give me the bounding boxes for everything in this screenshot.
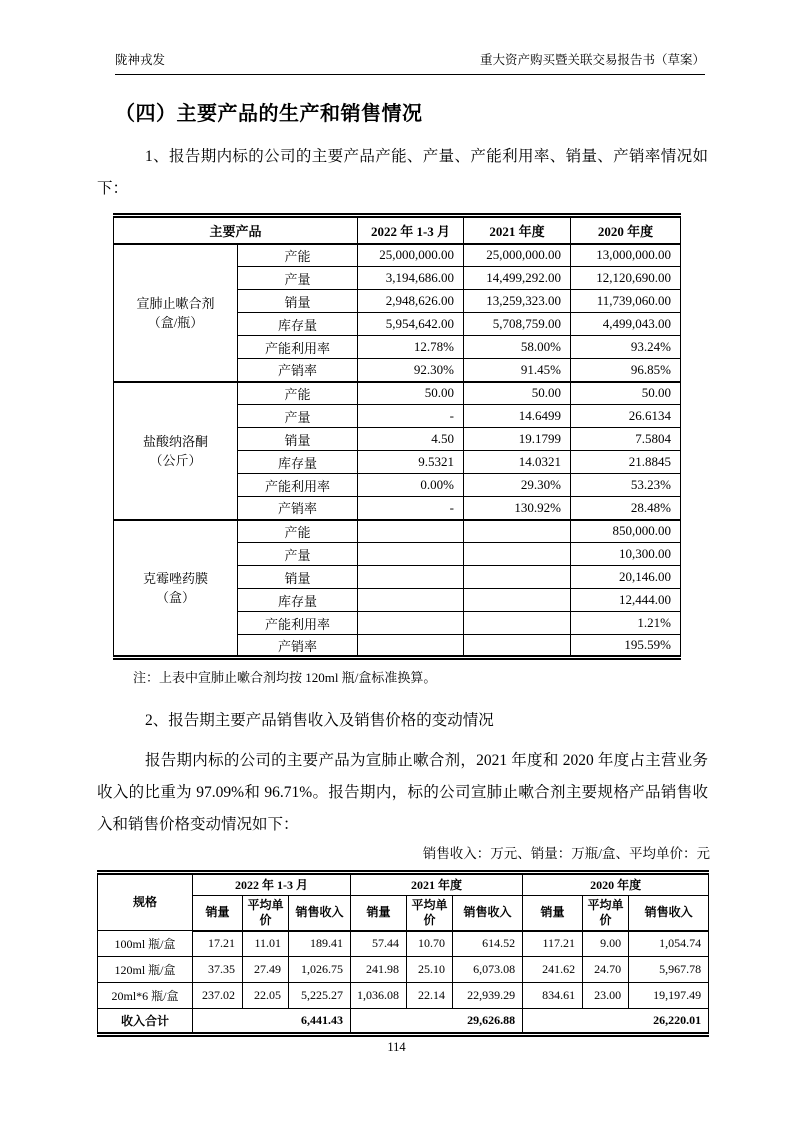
cell-value: 241.62 [523,957,583,983]
metric-label: 产量 [238,405,358,428]
cell-value [464,520,571,543]
sub-header-volume: 销量 [193,896,243,931]
metric-label: 库存量 [238,313,358,336]
cell-value: 1,054.74 [629,931,709,957]
cell-value: 5,967.78 [629,957,709,983]
section-title: （四）主要产品的生产和销售情况 [115,103,423,125]
production-capacity-table [113,213,681,660]
cell-value: 22.05 [243,983,289,1009]
cell-value: 6,073.08 [453,957,523,983]
cell-value: 14.0321 [464,451,571,474]
cell-value: 58.00% [464,336,571,359]
cell-value [464,635,571,658]
cell-value: 25,000,000.00 [358,244,464,267]
cell-value: 117.21 [523,931,583,957]
total-2022: 6,441.43 [193,1009,351,1035]
cell-value: 10.70 [407,931,453,957]
cell-value: 4.50 [358,428,464,451]
metric-label: 产能 [238,520,358,543]
metric-label: 产能 [238,382,358,405]
table-row [114,520,681,543]
cell-value: 10,300.00 [571,543,681,566]
cell-value: 850,000.00 [571,520,681,543]
metric-label: 销量 [238,566,358,589]
sub-header-revenue: 销售收入 [289,896,351,931]
cell-value [464,612,571,635]
metric-label: 库存量 [238,589,358,612]
sub-header-avg-price: 平均单价 [243,896,289,931]
cell-value: 1,036.08 [351,983,407,1009]
cell-value: 12,444.00 [571,589,681,612]
paragraph-2-heading: 2、报告期主要产品销售收入及销售价格的变动情况 [145,712,494,729]
cell-value: 37.35 [193,957,243,983]
table2-header-spec: 规格 [98,873,193,931]
product-name: 克霉唑药膜 [142,570,208,586]
table-row [98,957,709,983]
table1-header-product: 主要产品 [114,216,358,244]
product-unit: （盒） [155,589,195,605]
product-cell-xuanfei [114,244,238,382]
cell-value: 14.6499 [464,405,571,428]
cell-value: 9.5321 [358,451,464,474]
total-2021: 29,626.88 [351,1009,523,1035]
cell-value [358,589,464,612]
spec-label: 100ml 瓶/盒 [98,931,193,957]
cell-value: 19,197.49 [629,983,709,1009]
cell-value: 3,194,686.00 [358,267,464,290]
cell-value: 23.00 [583,983,629,1009]
metric-label: 产能利用率 [238,612,358,635]
table2-units-note: 销售收入：万元、销量：万瓶/盒、平均单价：元 [422,846,710,861]
product-cell-naloxone [114,382,238,520]
metric-label: 产销率 [238,635,358,658]
sub-header-avg-price: 平均单价 [407,896,453,931]
table2-header-2021: 2021 年度 [351,873,523,896]
cell-value: 29.30% [464,474,571,497]
header-right-text: 重大资产购买暨关联交易报告书（草案） [479,53,705,67]
metric-label: 产销率 [238,497,358,520]
cell-value: 834.61 [523,983,583,1009]
table2-year-header-row [98,873,709,896]
cell-value: 57.44 [351,931,407,957]
metric-label: 产能利用率 [238,336,358,359]
cell-value: 237.02 [193,983,243,1009]
running-header [115,50,705,75]
cell-value [358,543,464,566]
cell-value: 12,120,690.00 [571,267,681,290]
cell-value: 11.01 [243,931,289,957]
paragraph-2: 报告期内标的公司的主要产品为宣肺止嗽合剂，2021 年度和 2020 年度占主营业务收入的比重为 97.09%和 96.71%。报告期内，标的公司宣肺止嗽合剂主要规格产品销售收入和销售价格变动情况如下： [97,752,708,833]
cell-value [358,566,464,589]
cell-value: 614.52 [453,931,523,957]
sub-header-revenue: 销售收入 [453,896,523,931]
table-row [98,931,709,957]
product-unit: （公斤） [149,452,202,468]
sub-header-revenue: 销售收入 [629,896,709,931]
cell-value: 2,948,626.00 [358,290,464,313]
spec-label: 20ml*6 瓶/盒 [98,983,193,1009]
cell-value: 241.98 [351,957,407,983]
cell-value: - [358,497,464,520]
cell-value [358,635,464,658]
cell-value: - [358,405,464,428]
cell-value [464,566,571,589]
metric-label: 产量 [238,267,358,290]
cell-value [464,589,571,612]
product-unit: （盒/瓶） [147,314,204,330]
cell-value: 1,026.75 [289,957,351,983]
metric-label: 产能利用率 [238,474,358,497]
cell-value: 14,499,292.00 [464,267,571,290]
spec-label: 120ml 瓶/盒 [98,957,193,983]
cell-value: 7.5804 [571,428,681,451]
table-row [114,382,681,405]
table2-total-row [98,1009,709,1035]
cell-value: 19.1799 [464,428,571,451]
metric-label: 销量 [238,428,358,451]
total-label: 收入合计 [98,1009,193,1035]
table-row [114,244,681,267]
cell-value [358,520,464,543]
page-number: 114 [387,1040,406,1054]
cell-value: 92.30% [358,359,464,382]
paragraph-1: 1、报告期内标的公司的主要产品产能、产量、产能利用率、销量、产销率情况如下： [97,148,708,197]
cell-value: 50.00 [358,382,464,405]
cell-value: 25,000,000.00 [464,244,571,267]
cell-value: 26.6134 [571,405,681,428]
cell-value: 22.14 [407,983,453,1009]
cell-value: 13,259,323.00 [464,290,571,313]
cell-value: 11,739,060.00 [571,290,681,313]
metric-label: 产销率 [238,359,358,382]
table1-header-2022: 2022 年 1-3 月 [358,216,464,244]
table2-header-2022: 2022 年 1-3 月 [193,873,351,896]
metric-label: 产能 [238,244,358,267]
cell-value: 13,000,000.00 [571,244,681,267]
metric-label: 销量 [238,290,358,313]
cell-value [358,612,464,635]
table1-note: 注：上表中宣肺止嗽合剂均按 120ml 瓶/盒标准换算。 [133,670,437,685]
table2-header-2020: 2020 年度 [523,873,709,896]
cell-value: 0.00% [358,474,464,497]
cell-value: 22,939.29 [453,983,523,1009]
cell-value: 17.21 [193,931,243,957]
cell-value: 5,225.27 [289,983,351,1009]
cell-value: 91.45% [464,359,571,382]
cell-value: 96.85% [571,359,681,382]
table-row [98,983,709,1009]
metric-label: 产量 [238,543,358,566]
cell-value: 25.10 [407,957,453,983]
cell-value: 5,708,759.00 [464,313,571,336]
cell-value: 5,954,642.00 [358,313,464,336]
cell-value: 28.48% [571,497,681,520]
cell-value: 93.24% [571,336,681,359]
cell-value: 195.59% [571,635,681,658]
cell-value: 9.00 [583,931,629,957]
cell-value: 21.8845 [571,451,681,474]
table1-header-2021: 2021 年度 [464,216,571,244]
cell-value: 27.49 [243,957,289,983]
cell-value: 50.00 [571,382,681,405]
product-name: 宣肺止嗽合剂 [136,295,215,311]
cell-value: 24.70 [583,957,629,983]
cell-value: 20,146.00 [571,566,681,589]
sub-header-avg-price: 平均单价 [583,896,629,931]
cell-value: 130.92% [464,497,571,520]
cell-value: 189.41 [289,931,351,957]
table1-header-row [114,216,681,244]
sales-revenue-table [97,870,709,1037]
cell-value [464,543,571,566]
cell-value: 1.21% [571,612,681,635]
table1-header-2020: 2020 年度 [571,216,681,244]
sub-header-volume: 销量 [523,896,583,931]
total-2020: 26,220.01 [523,1009,709,1035]
cell-value: 50.00 [464,382,571,405]
metric-label: 库存量 [238,451,358,474]
cell-value: 4,499,043.00 [571,313,681,336]
product-cell-clotrimazole [114,520,238,658]
sub-header-volume: 销量 [351,896,407,931]
header-left-text: 陇神戎发 [115,53,166,67]
cell-value: 53.23% [571,474,681,497]
cell-value: 12.78% [358,336,464,359]
product-name: 盐酸纳洛酮 [142,433,208,449]
